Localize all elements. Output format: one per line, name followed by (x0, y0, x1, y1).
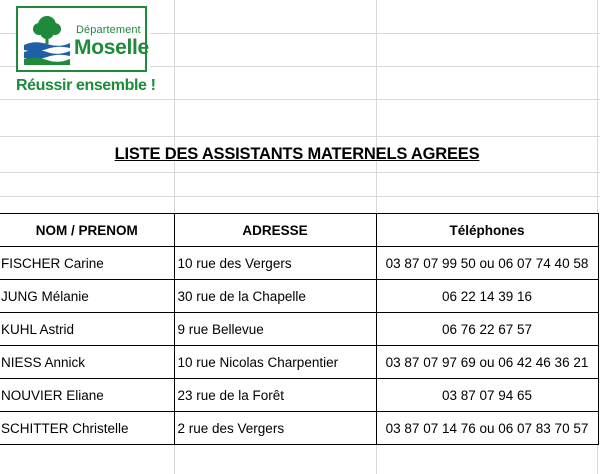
grid-row-line (0, 196, 600, 197)
address-cell[interactable]: 23 rue de la Forêt (174, 379, 376, 412)
name-cell[interactable]: JUNG Mélanie (0, 280, 174, 313)
name-cell[interactable]: NIESS Annick (0, 346, 174, 379)
table-header-row (0, 214, 598, 247)
grid-row-line (0, 172, 600, 173)
department-logo (16, 6, 156, 98)
name-cell[interactable]: KUHL Astrid (0, 313, 174, 346)
logo-slogan: Réussir ensemble ! (16, 77, 156, 94)
page-title: LISTE DES ASSISTANTS MATERNELS AGREES (114, 145, 480, 163)
column-header-address[interactable]: ADRESSE (174, 214, 376, 247)
phone-cell[interactable]: 06 76 22 67 57 (376, 313, 598, 346)
table-row (0, 346, 598, 379)
table-row (0, 379, 598, 412)
column-header-name[interactable]: NOM / PRENOM (0, 214, 174, 247)
logo-department-label: Département (76, 24, 141, 36)
name-cell[interactable]: SCHITTER Christelle (0, 412, 174, 445)
name-cell[interactable]: NOUVIER Eliane (0, 379, 174, 412)
table-row (0, 313, 598, 346)
address-cell[interactable]: 30 rue de la Chapelle (174, 280, 376, 313)
tree-river-emblem-icon (22, 12, 72, 68)
address-cell[interactable]: 9 rue Bellevue (174, 313, 376, 346)
grid-row-line (0, 136, 600, 137)
phone-cell[interactable]: 06 22 14 39 16 (376, 280, 598, 313)
table-row (0, 412, 598, 445)
grid-row-line (0, 99, 600, 100)
column-header-phones[interactable]: Téléphones (376, 214, 598, 247)
assistants-table (0, 213, 599, 445)
address-cell[interactable]: 10 rue Nicolas Charpentier (174, 346, 376, 379)
address-cell[interactable]: 10 rue des Vergers (174, 247, 376, 280)
table-row (0, 280, 598, 313)
phone-cell[interactable]: 03 87 07 99 50 ou 06 07 74 40 58 (376, 247, 598, 280)
logo-frame (16, 6, 147, 72)
phone-cell[interactable]: 03 87 07 97 69 ou 06 42 46 36 21 (376, 346, 598, 379)
phone-cell[interactable]: 03 87 07 94 65 (376, 379, 598, 412)
assistants-table-container (0, 213, 599, 445)
logo-name: Moselle (74, 36, 149, 59)
table-row (0, 247, 598, 280)
name-cell[interactable]: FISCHER Carine (0, 247, 174, 280)
address-cell[interactable]: 2 rue des Vergers (174, 412, 376, 445)
phone-cell[interactable]: 03 87 07 14 76 ou 06 07 83 70 57 (376, 412, 598, 445)
